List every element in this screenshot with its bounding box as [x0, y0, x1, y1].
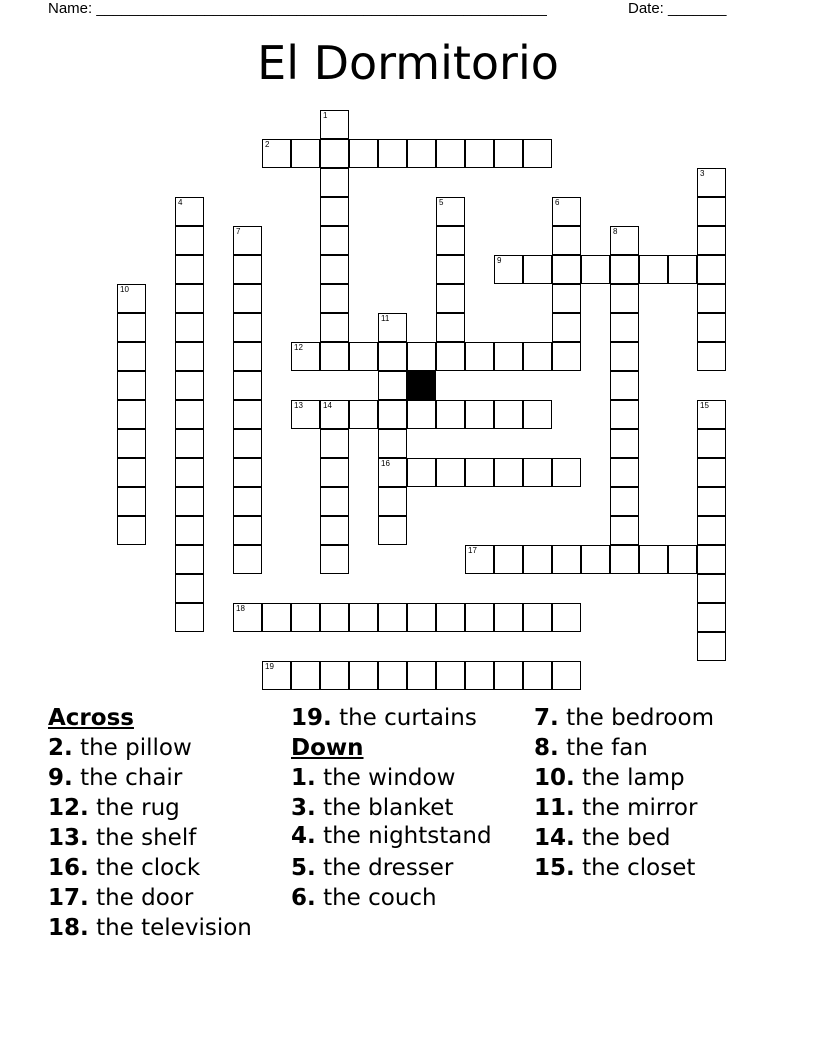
grid-cell[interactable]	[262, 603, 291, 632]
grid-cell[interactable]	[668, 545, 697, 574]
grid-cell[interactable]	[117, 487, 146, 516]
grid-cell[interactable]	[320, 342, 349, 371]
clue-down-3: 3. the blanket	[291, 795, 454, 821]
clue-across-9: 9. the chair	[48, 765, 183, 791]
grid-cell[interactable]	[610, 342, 639, 371]
grid-cell[interactable]	[233, 371, 262, 400]
grid-cell[interactable]	[233, 429, 262, 458]
grid-cell[interactable]	[320, 458, 349, 487]
grid-cell[interactable]	[552, 255, 581, 284]
grid-cell[interactable]	[320, 110, 349, 139]
grid-cell[interactable]	[378, 313, 407, 342]
grid-cell[interactable]	[233, 458, 262, 487]
clue-down-11: 11. the mirror	[534, 795, 698, 821]
grid-cell[interactable]	[117, 400, 146, 429]
grid-cell[interactable]	[117, 516, 146, 545]
grid-cell[interactable]	[175, 487, 204, 516]
clue-across-13: 13. the shelf	[48, 825, 197, 851]
grid-cell[interactable]	[494, 458, 523, 487]
grid-cell[interactable]	[610, 255, 639, 284]
grid-cell[interactable]	[407, 342, 436, 371]
grid-cell[interactable]	[552, 458, 581, 487]
grid-cell[interactable]	[175, 255, 204, 284]
cell-number: 14	[323, 401, 332, 410]
clue-across-2: 2. the pillow	[48, 735, 192, 761]
clue-down-1: 1. the window	[291, 765, 456, 791]
grid-cell[interactable]	[639, 255, 668, 284]
grid-cell[interactable]	[117, 313, 146, 342]
grid-cell[interactable]	[320, 168, 349, 197]
cell-number: 10	[120, 285, 129, 294]
cell-number: 8	[613, 227, 618, 236]
cell-number: 2	[265, 140, 270, 149]
grid-cell[interactable]	[320, 313, 349, 342]
grid-cell[interactable]	[610, 371, 639, 400]
grid-cell[interactable]	[233, 255, 262, 284]
grid-cell[interactable]	[465, 458, 494, 487]
grid-cell[interactable]	[320, 400, 349, 429]
grid-cell[interactable]	[610, 400, 639, 429]
cell-number: 19	[265, 662, 274, 671]
grid-cell[interactable]	[523, 661, 552, 690]
grid-cell[interactable]	[494, 400, 523, 429]
grid-cell[interactable]	[494, 342, 523, 371]
grid-cell[interactable]	[436, 139, 465, 168]
grid-cell[interactable]	[320, 487, 349, 516]
cell-number: 12	[294, 343, 303, 352]
clue-down-7: 7. the bedroom	[534, 705, 714, 731]
grid-cell[interactable]	[320, 139, 349, 168]
grid-cell[interactable]	[523, 400, 552, 429]
grid-cell[interactable]	[233, 545, 262, 574]
grid-cell[interactable]	[465, 603, 494, 632]
cell-number: 5	[439, 198, 444, 207]
grid-cell[interactable]	[175, 516, 204, 545]
across-heading: Across	[48, 705, 134, 731]
clue-down-14: 14. the bed	[534, 825, 671, 851]
grid-cell[interactable]	[175, 545, 204, 574]
grid-cell[interactable]	[378, 400, 407, 429]
grid-cell[interactable]	[320, 545, 349, 574]
grid-cell[interactable]	[291, 139, 320, 168]
clues-column-2	[291, 703, 521, 913]
grid-cell[interactable]	[407, 139, 436, 168]
clue-down-4: 4. the nightstand	[291, 823, 492, 849]
grid-cell[interactable]	[523, 255, 552, 284]
grid-cell[interactable]	[610, 516, 639, 545]
cell-number: 11	[381, 314, 390, 323]
grid-cell[interactable]	[494, 139, 523, 168]
grid-cell[interactable]	[465, 661, 494, 690]
grid-cell[interactable]	[349, 603, 378, 632]
grid-cell[interactable]	[436, 197, 465, 226]
grid-cell[interactable]	[697, 255, 726, 284]
cell-number: 1	[323, 111, 328, 120]
grid-cell[interactable]	[436, 313, 465, 342]
grid-cell[interactable]	[494, 661, 523, 690]
grid-cell[interactable]	[552, 197, 581, 226]
grid-cell[interactable]	[175, 400, 204, 429]
grid-cell[interactable]	[175, 371, 204, 400]
grid-cell[interactable]	[233, 284, 262, 313]
clues-column-1	[48, 703, 278, 943]
grid-cell[interactable]	[436, 342, 465, 371]
grid-cell[interactable]	[552, 226, 581, 255]
clue-down-10: 10. the lamp	[534, 765, 685, 791]
grid-cell[interactable]	[117, 284, 146, 313]
grid-cell[interactable]	[523, 139, 552, 168]
grid-cell[interactable]	[349, 661, 378, 690]
cell-number: 17	[468, 546, 477, 555]
down-heading: Down	[291, 735, 364, 761]
grid-cell[interactable]	[378, 516, 407, 545]
grid-cell[interactable]	[436, 226, 465, 255]
grid-cell[interactable]	[436, 661, 465, 690]
grid-cell[interactable]	[291, 603, 320, 632]
grid-cell[interactable]	[262, 661, 291, 690]
grid-cell[interactable]	[291, 400, 320, 429]
grid-cell[interactable]	[117, 458, 146, 487]
grid-cell[interactable]	[407, 603, 436, 632]
grid-cell[interactable]	[697, 400, 726, 429]
grid-cell[interactable]	[320, 516, 349, 545]
grid-cell[interactable]	[639, 545, 668, 574]
grid-cell[interactable]	[378, 458, 407, 487]
grid-cell[interactable]	[407, 458, 436, 487]
grid-cell[interactable]	[523, 458, 552, 487]
grid-cell[interactable]	[320, 255, 349, 284]
grid-cell[interactable]	[175, 313, 204, 342]
grid-cell[interactable]	[436, 458, 465, 487]
grid-cell[interactable]	[175, 197, 204, 226]
grid-cell[interactable]	[378, 661, 407, 690]
grid-cell[interactable]	[117, 342, 146, 371]
grid-cell[interactable]	[610, 226, 639, 255]
grid-cell[interactable]	[378, 342, 407, 371]
grid-cell[interactable]	[320, 603, 349, 632]
clue-across-12: 12. the rug	[48, 795, 180, 821]
grid-cell[interactable]	[291, 342, 320, 371]
grid-cell[interactable]	[320, 429, 349, 458]
grid-cell[interactable]	[349, 342, 378, 371]
grid-cell[interactable]	[378, 487, 407, 516]
clue-across-16: 16. the clock	[48, 855, 201, 881]
grid-cell[interactable]	[407, 400, 436, 429]
clue-across-17: 17. the door	[48, 885, 194, 911]
grid-cell[interactable]	[523, 603, 552, 632]
cell-number: 7	[236, 227, 241, 236]
grid-cell[interactable]	[233, 313, 262, 342]
name-field[interactable]: Name: ______________________________________________________	[48, 0, 547, 17]
grid-cell[interactable]	[436, 603, 465, 632]
grid-cell[interactable]	[320, 661, 349, 690]
grid-cell[interactable]	[552, 342, 581, 371]
grid-cell[interactable]	[378, 139, 407, 168]
grid-cell[interactable]	[697, 226, 726, 255]
grid-cell[interactable]	[697, 516, 726, 545]
grid-cell[interactable]	[233, 603, 262, 632]
black-cell	[407, 371, 436, 400]
grid-cell[interactable]	[233, 487, 262, 516]
grid-cell[interactable]	[494, 255, 523, 284]
grid-cell[interactable]	[697, 487, 726, 516]
grid-cell[interactable]	[494, 603, 523, 632]
cell-number: 15	[700, 401, 709, 410]
grid-cell[interactable]	[581, 255, 610, 284]
grid-cell[interactable]	[175, 458, 204, 487]
grid-cell[interactable]	[175, 574, 204, 603]
grid-cell[interactable]	[233, 516, 262, 545]
grid-cell[interactable]	[610, 545, 639, 574]
grid-cell[interactable]	[552, 603, 581, 632]
grid-cell[interactable]	[697, 429, 726, 458]
grid-cell[interactable]	[175, 342, 204, 371]
grid-cell[interactable]	[523, 545, 552, 574]
grid-cell[interactable]	[610, 487, 639, 516]
grid-cell[interactable]	[697, 545, 726, 574]
clues-column-3	[534, 703, 784, 883]
grid-cell[interactable]	[581, 545, 610, 574]
grid-cell[interactable]	[697, 168, 726, 197]
grid-cell[interactable]	[436, 284, 465, 313]
grid-cell[interactable]	[175, 284, 204, 313]
grid-cell[interactable]	[610, 429, 639, 458]
grid-cell[interactable]	[436, 400, 465, 429]
grid-cell[interactable]	[697, 342, 726, 371]
cell-number: 18	[236, 604, 245, 613]
grid-cell[interactable]	[175, 603, 204, 632]
grid-cell[interactable]	[378, 603, 407, 632]
grid-cell[interactable]	[697, 632, 726, 661]
grid-cell[interactable]	[668, 255, 697, 284]
cell-number: 6	[555, 198, 560, 207]
grid-cell[interactable]	[320, 197, 349, 226]
grid-cell[interactable]	[378, 371, 407, 400]
grid-cell[interactable]	[465, 545, 494, 574]
grid-cell[interactable]	[117, 371, 146, 400]
grid-cell[interactable]	[494, 545, 523, 574]
grid-cell[interactable]	[697, 458, 726, 487]
clue-down-6: 6. the couch	[291, 885, 437, 911]
cell-number: 9	[497, 256, 502, 265]
clue-across-18: 18. the television	[48, 915, 252, 941]
grid-cell[interactable]	[552, 284, 581, 313]
grid-cell[interactable]	[697, 574, 726, 603]
grid-cell[interactable]	[233, 226, 262, 255]
grid-cell[interactable]	[349, 400, 378, 429]
grid-cell[interactable]	[262, 139, 291, 168]
cell-number: 16	[381, 459, 390, 468]
page-title: El Dormitorio	[257, 36, 559, 90]
grid-cell[interactable]	[233, 342, 262, 371]
grid-cell[interactable]	[552, 545, 581, 574]
cell-number: 4	[178, 198, 183, 207]
grid-cell[interactable]	[233, 400, 262, 429]
grid-cell[interactable]	[320, 226, 349, 255]
grid-cell[interactable]	[697, 603, 726, 632]
grid-cell[interactable]	[349, 139, 378, 168]
cell-number: 13	[294, 401, 303, 410]
clue-across-19: 19. the curtains	[291, 705, 477, 731]
grid-cell[interactable]	[610, 458, 639, 487]
clue-down-15: 15. the closet	[534, 855, 696, 881]
grid-cell[interactable]	[320, 284, 349, 313]
grid-cell[interactable]	[552, 313, 581, 342]
grid-cell[interactable]	[436, 255, 465, 284]
grid-cell[interactable]	[697, 197, 726, 226]
grid-cell[interactable]	[610, 284, 639, 313]
grid-cell[interactable]	[175, 429, 204, 458]
grid-cell[interactable]	[465, 342, 494, 371]
grid-cell[interactable]	[552, 661, 581, 690]
grid-cell[interactable]	[378, 429, 407, 458]
grid-cell[interactable]	[697, 313, 726, 342]
grid-cell[interactable]	[465, 139, 494, 168]
grid-cell[interactable]	[610, 313, 639, 342]
grid-cell[interactable]	[117, 429, 146, 458]
clue-down-5: 5. the dresser	[291, 855, 454, 881]
date-field[interactable]: Date: _______	[628, 0, 727, 17]
grid-cell[interactable]	[465, 400, 494, 429]
grid-cell[interactable]	[175, 226, 204, 255]
grid-cell[interactable]	[697, 284, 726, 313]
grid-cell[interactable]	[291, 661, 320, 690]
grid-cell[interactable]	[407, 661, 436, 690]
grid-cell[interactable]	[523, 342, 552, 371]
clue-down-8: 8. the fan	[534, 735, 648, 761]
cell-number: 3	[700, 169, 705, 178]
